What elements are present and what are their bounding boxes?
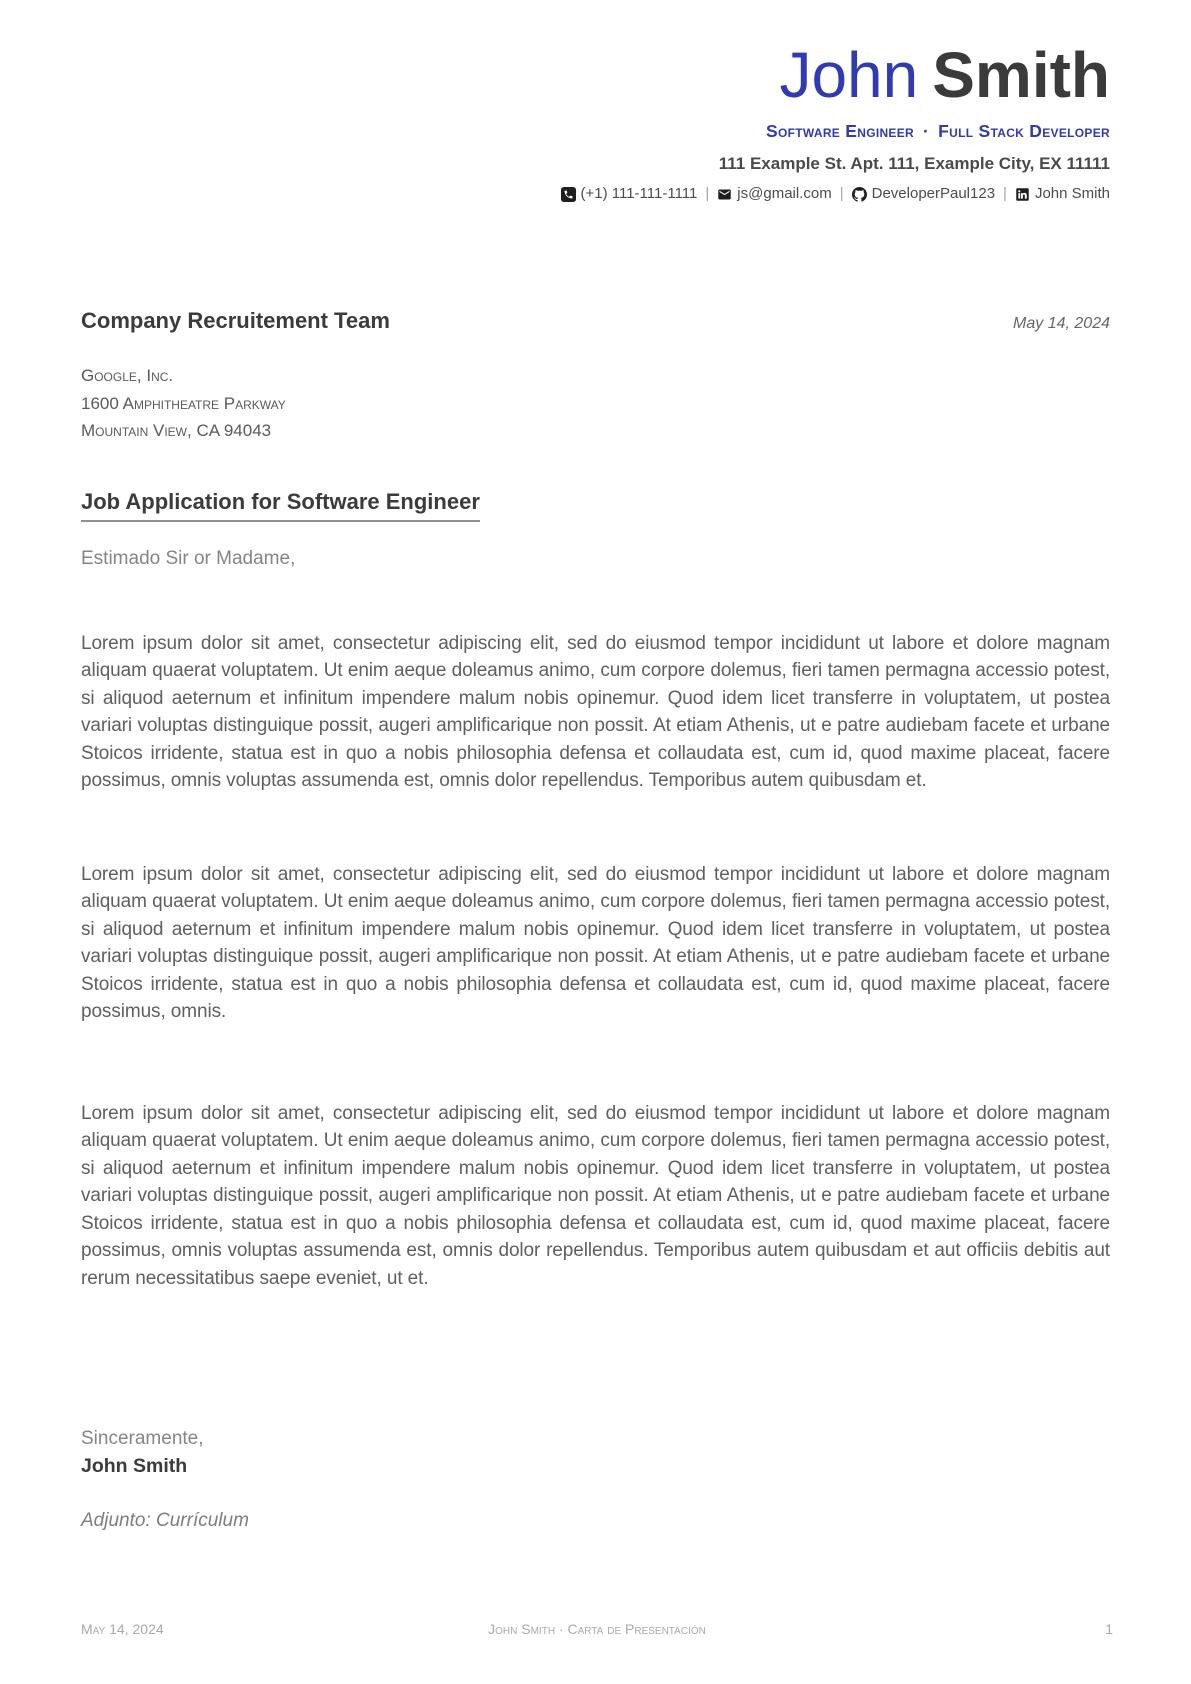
footer-page-number: 1 (1105, 1621, 1113, 1637)
contact-bar (81, 184, 1110, 204)
letter-header (81, 39, 1110, 204)
recipient-address (81, 362, 1110, 445)
letter-subject (81, 489, 1110, 522)
recipient-address-line: Google, Inc. (81, 366, 174, 385)
closing-block (81, 1426, 1110, 1480)
body-paragraph: Lorem ipsum dolor sit amet, consectetur adipiscing elit, sed do eiusmod tempor incididunt ut labore et dolore magnam aliquam quaerat voluptatem. Ut enim aeque doleamus animo, cum corpore dolemus, fieri tamen permagna accessio potest, si aliquod aeternum et infinitum impendere malum nobis opinemur. Quod idem licet transferre in voluptatem, ut postea variari voluptas distinguique possit, augeri amplificarique non possit. At etiam Athenis, ut e patre audiebam facete et urbane Stoicos irridente, statua est in quo a nobis philosophia defensa et collaudata est, cum id, quod maxime placeat, facere possimus, omnis voluptas assumenda est, omnis dolor repellendus. Temporibus autem quibusdam et aut officiis debitis aut rerum necessitatibus saepe eveniet, ut et. (81, 1102, 1110, 1289)
footer-title: John Smith · Carta de Presentación (488, 1621, 706, 1637)
contact-separator: | (1003, 185, 1007, 202)
first-name: John (779, 39, 919, 111)
linkedin-link[interactable] (1015, 184, 1110, 204)
contact-separator: | (705, 185, 710, 202)
letter-date: May 14, 2024 (1013, 315, 1110, 332)
applicant-address: 111 Example St. Apt. 111, Example City, EX 11111 (718, 154, 1110, 173)
recipient-row (81, 308, 1110, 334)
linkedin-name: John Smith (1034, 185, 1110, 202)
job-tagline (81, 120, 1110, 142)
closing-phrase: Sinceramente, (81, 1428, 204, 1449)
enclosure-note: Adjunto: Currículum (81, 1510, 249, 1531)
email-address: js@gmail.com (737, 185, 832, 202)
tagline-separator: · (923, 121, 930, 141)
footer-date: May 14, 2024 (81, 1621, 164, 1637)
tagline-right: Full Stack Developer (938, 121, 1110, 141)
recipient-address-line: 1600 Amphitheatre Parkway (81, 393, 286, 413)
contact-separator: | (839, 185, 844, 202)
email-icon (717, 187, 732, 202)
recipient-address-line: Mountain View, CA 94043 (81, 421, 272, 440)
github-icon (852, 187, 867, 202)
last-name: Smith (932, 39, 1110, 111)
applicant-name (81, 39, 1110, 111)
email-link[interactable] (717, 184, 831, 204)
greeting: Estimado Sir or Madame, (81, 547, 296, 569)
phone-icon (561, 187, 576, 202)
body-paragraph: Lorem ipsum dolor sit amet, consectetur adipiscing elit, sed do eiusmod tempor incididunt ut labore et dolore magnam aliquam quaerat voluptatem. Ut enim aeque doleamus animo, cum corpore dolemus, fieri tamen permagna accessio potest, si aliquod aeternum et infinitum impendere malum nobis opinemur. Quod idem licet transferre in voluptatem, ut postea variari voluptas distinguique possit, augeri amplificarique non possit. At etiam Athenis, ut e patre audiebam facete et urbane Stoicos irridente, statua est in quo a nobis philosophia defensa et collaudata est, cum id, quod maxime placeat, facere possimus, omnis voluptas assumenda est, omnis dolor repellendus. Temporibus autem quibusdam et. (81, 632, 1110, 791)
github-username: DeveloperPaul123 (871, 185, 996, 202)
linkedin-icon (1015, 187, 1030, 202)
phone-link[interactable] (561, 184, 698, 204)
recipient-name: Company Recruitement Team (81, 308, 390, 333)
github-link[interactable] (852, 184, 995, 204)
tagline-left: Software Engineer (766, 121, 915, 141)
letter-subject-text: Job Application for Software Engineer (81, 489, 480, 522)
body-paragraph: Lorem ipsum dolor sit amet, consectetur adipiscing elit, sed do eiusmod tempor incididunt ut labore et dolore magnam aliquam quaerat voluptatem. Ut enim aeque doleamus animo, cum corpore dolemus, fieri tamen permagna accessio potest, si aliquod aeternum et infinitum impendere malum nobis opinemur. Quod idem licet transferre in voluptatem, ut postea variari voluptas distinguique possit, augeri amplificarique non possit. At etiam Athenis, ut e patre audiebam facete et urbane Stoicos irridente, statua est in quo a nobis philosophia defensa et collaudata est, cum id, quod maxime placeat, facere possimus, omnis. (81, 863, 1110, 1022)
signature-name: John Smith (81, 1455, 188, 1477)
phone-number: (+1) 111-111-1111 (580, 185, 698, 202)
